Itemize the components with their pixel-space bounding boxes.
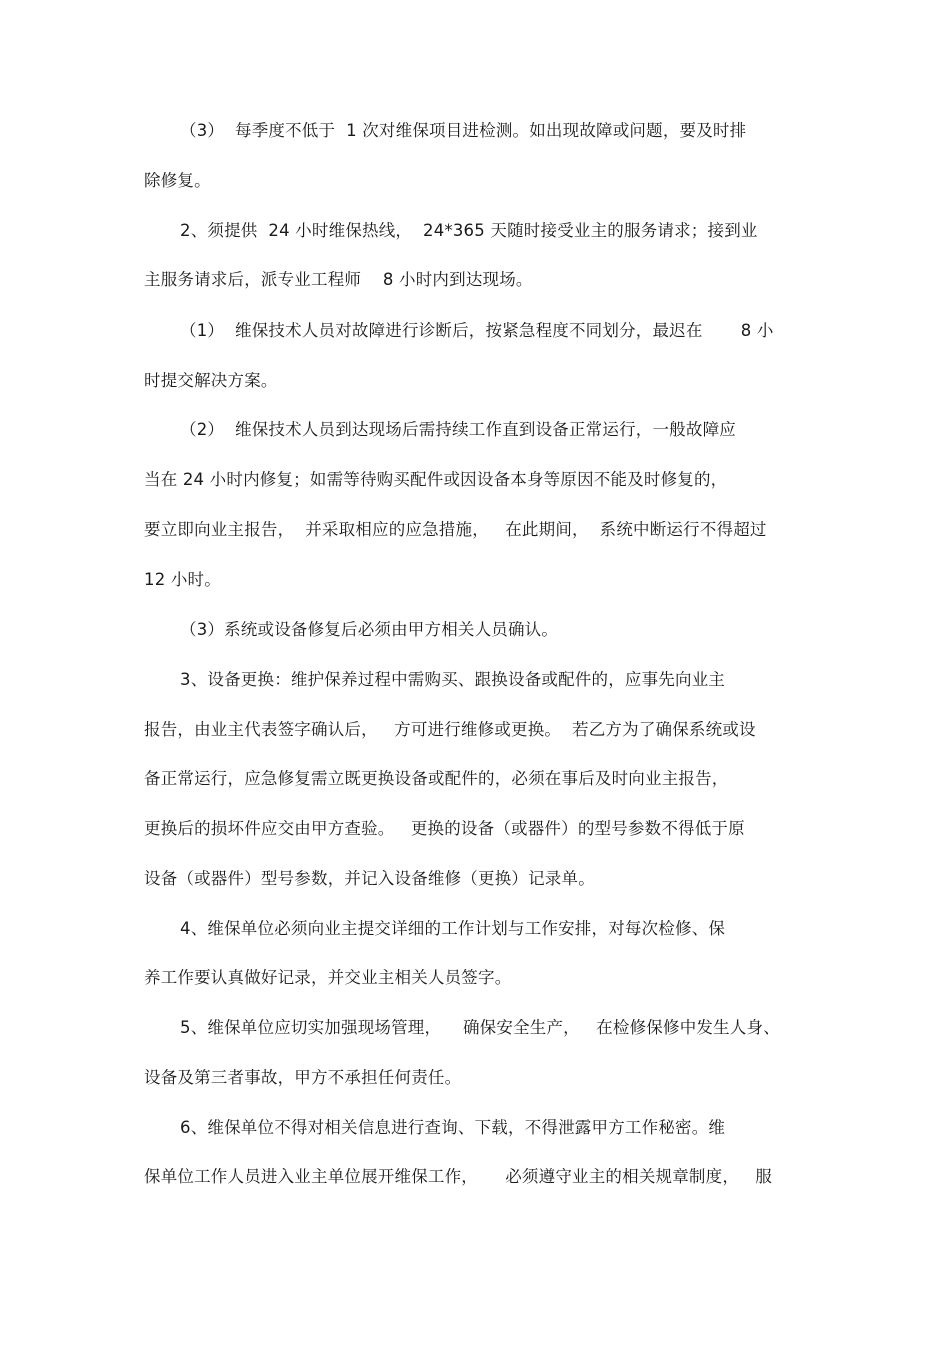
text-line: 时提交解决方案。 (144, 371, 278, 390)
text-line: 设备（或器件）型号参数，并记入设备维修（更换）记录单。 (144, 869, 595, 888)
text-line: （2） 维保技术人员到达现场后需持续工作直到设备正常运行，一般故障应 (180, 420, 736, 439)
text-line: （1） 维保技术人员对故障进行诊断后，按紧急程度不同划分，最迟在 8 小 (180, 321, 774, 340)
text-line: 更换后的损坏件应交由甲方查验。 更换的设备（或器件）的型号参数不得低于原 (144, 819, 745, 838)
text-line: 保单位工作人员进入业主单位展开维保工作， 必须遵守业主的相关规章制度， 服 (144, 1167, 773, 1186)
text-line: 2、须提供 24 小时维保热线， 24*365 天随时接受业主的服务请求；接到业 (180, 221, 758, 240)
text-line: 养工作要认真做好记录，并交业主相关人员签字。 (144, 968, 512, 987)
text-line: 3、设备更换：维护保养过程中需购买、跟换设备或配件的，应事先向业主 (180, 670, 726, 689)
text-line: 4、维保单位必须向业主提交详细的工作计划与工作安排，对每次检修、保 (180, 919, 726, 938)
text-line: 备正常运行，应急修复需立既更换设备或配件的，必须在事后及时向业主报告， (144, 769, 729, 788)
text-line: 12 小时。 (144, 570, 221, 589)
text-line: 5、维保单位应切实加强现场管理， 确保安全生产， 在检修保修中发生人身、 (180, 1018, 780, 1037)
text-line: 设备及第三者事故，甲方不承担任何责任。 (144, 1068, 462, 1087)
text-line: （3）系统或设备修复后必须由甲方相关人员确认。 (180, 620, 559, 639)
text-line: （3） 每季度不低于 1 次对维保项目进检测。如出现故障或问题，要及时排 (180, 121, 747, 140)
text-line: 报告，由业主代表签字确认后， 方可进行维修或更换。 若乙方为了确保系统或设 (144, 720, 756, 739)
text-line: 主服务请求后，派专业工程师 8 小时内到达现场。 (144, 270, 533, 289)
text-line: 当在 24 小时内修复；如需等待购买配件或因设备本身等原因不能及时修复的， (144, 470, 728, 489)
text-line: 6、维保单位不得对相关信息进行查询、下载，不得泄露甲方工作秘密。维 (180, 1118, 726, 1137)
text-line: 除修复。 (144, 171, 211, 190)
text-line: 要立即向业主报告， 并采取相应的应急措施， 在此期间， 系统中断运行不得超过 (144, 520, 767, 539)
